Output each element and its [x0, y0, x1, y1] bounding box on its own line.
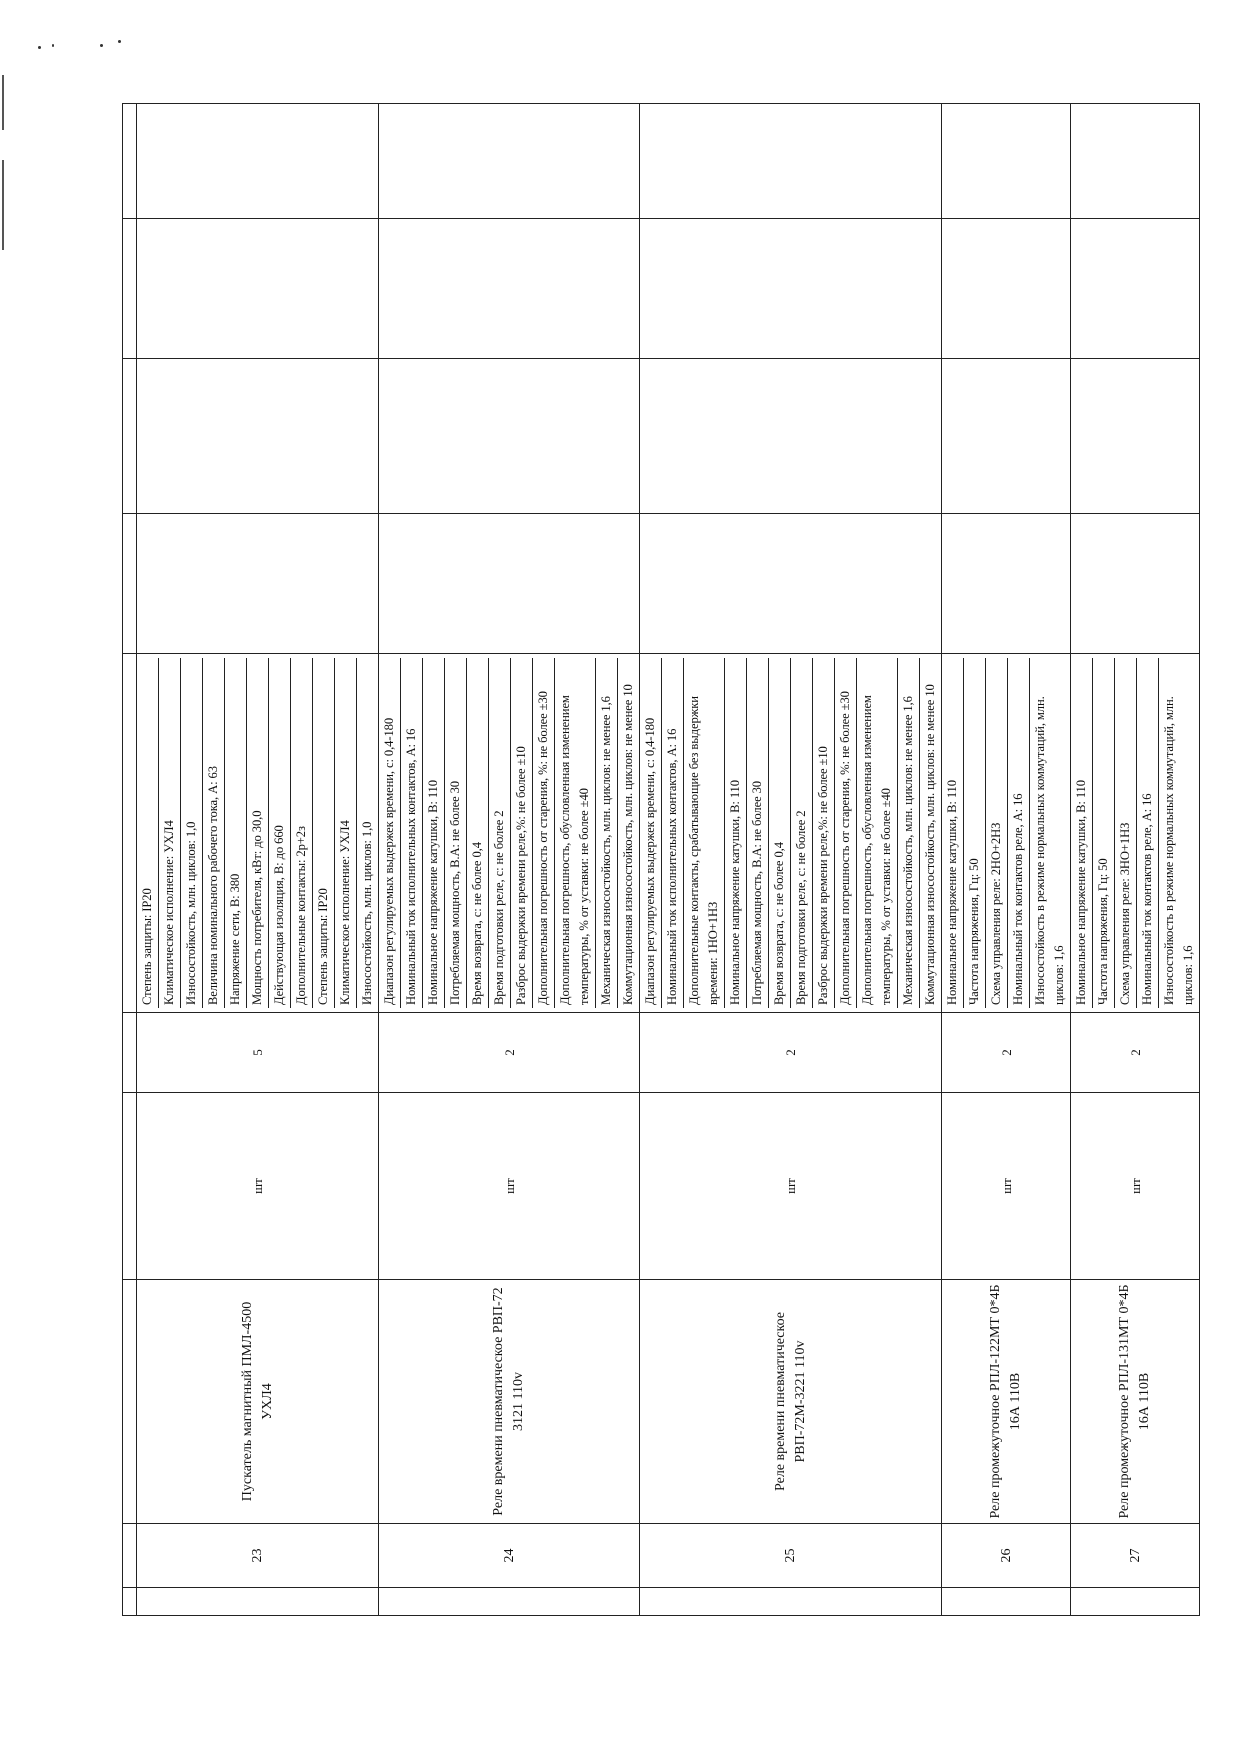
spec-line: Климатическое исполнение: УХЛ4: [335, 658, 357, 1008]
table-row: [1071, 104, 1200, 1616]
spec-line: Величина номинального рабочего тока, А: 63: [203, 658, 225, 1008]
table-cell: [137, 514, 379, 654]
table-cell: [123, 514, 137, 654]
item-name: Пускатель магнитный ПМЛ-4500 УХЛ4: [137, 1280, 379, 1524]
spec-line: Коммутационная износостойкость, млн. циклов: не менее 10: [621, 684, 635, 1005]
table-cell: [640, 359, 942, 514]
table-cell: [137, 359, 379, 514]
table-cell: [1071, 1588, 1200, 1616]
table-row: [640, 104, 942, 1616]
table-cell: [1071, 514, 1200, 654]
spec-line: Номинальное напряжение катушки, В: 110: [942, 658, 964, 1008]
spec-line: Дополнительная погрешность от старения, %: не более ±30: [835, 658, 857, 1008]
spec-line: Климатическое исполнение: УХЛ4: [159, 658, 181, 1008]
table-cell: [942, 359, 1071, 514]
spec-line: Износостойкость в режиме нормальных коммутаций, млн. циклов: 1,6: [1033, 696, 1066, 1005]
item-quantity: 5: [137, 1013, 379, 1093]
spec-line: Износостойкость, млн. циклов: 1,0: [360, 821, 374, 1005]
table-cell: [1071, 359, 1200, 514]
table-cell: [379, 359, 640, 514]
spec-line: Диапазон регулируемых выдержек времени, с: 0,4-180: [379, 658, 401, 1008]
table-cell: [123, 1093, 137, 1280]
spec-line: Дополнительная погрешность от старения, %: не более ±30: [533, 658, 555, 1008]
item-name: Реле промежуточное РПЛ-122МТ 0*4Б 16А 110В: [942, 1280, 1071, 1524]
table-cell: [123, 1013, 137, 1093]
spec-line: Схема управления реле: 2НО+2НЗ: [986, 658, 1008, 1008]
table-cell: [640, 219, 942, 359]
item-specifications: [379, 654, 640, 1013]
table-row: [379, 104, 640, 1616]
table-cell: [1071, 219, 1200, 359]
spec-line: Схема управления реле: 3НО+1НЗ: [1115, 658, 1137, 1008]
table-row: [942, 104, 1071, 1616]
item-quantity: 2: [640, 1013, 942, 1093]
scan-speck: [52, 44, 54, 47]
item-unit: шт: [137, 1093, 379, 1280]
spec-line: Механическая износостойкость, млн. циклов: не менее 1,6: [596, 658, 618, 1008]
spec-line: Номинальное напряжение катушки, В: 110: [725, 658, 747, 1008]
table-cell: [123, 1280, 137, 1524]
spec-line: Частота напряжения, Гц: 50: [1093, 658, 1115, 1008]
table-cell: [379, 104, 640, 219]
table-cell: [123, 219, 137, 359]
row-number: 25: [640, 1524, 942, 1588]
row-number: 26: [942, 1524, 1071, 1588]
spec-line: Коммутационная износостойкость, млн. циклов: не менее 10: [923, 684, 937, 1005]
table-cell: [379, 219, 640, 359]
row-number: 27: [1071, 1524, 1200, 1588]
scan-speck: [118, 40, 121, 43]
scan-edge-line: [2, 75, 4, 130]
table-cell: [640, 104, 942, 219]
table-cell: [1071, 104, 1200, 219]
spec-table: [122, 103, 1200, 1616]
spec-line: Износостойкость в режиме нормальных коммутаций, млн. циклов: 1,6: [1162, 696, 1195, 1005]
table-cell: [942, 104, 1071, 219]
spec-line: Время возврата, с: не более 0,4: [769, 658, 791, 1008]
item-name: Реле времени пневматическое РВП-72М-3221 110v: [640, 1280, 942, 1524]
spec-line: Механическая износостойкость, млн. циклов: не менее 1,6: [898, 658, 920, 1008]
scan-speck: [38, 46, 41, 49]
item-name: Реле времени пневматическое РВП-72 3121 110v: [379, 1280, 640, 1524]
spec-line: Разброс выдержки времени реле,%: не более ±10: [511, 658, 533, 1008]
table-cell: [640, 514, 942, 654]
spec-line: Напряжение сети, В: 380: [225, 658, 247, 1008]
item-specifications: [640, 654, 942, 1013]
spec-line: Номинальное напряжение катушки, В: 110: [1071, 658, 1093, 1008]
row-number: 23: [137, 1524, 379, 1588]
table-header-row: [123, 104, 137, 1616]
item-unit: шт: [1071, 1093, 1200, 1280]
spec-line: Время подготовки реле, с: не более 2: [791, 658, 813, 1008]
table-cell: [123, 654, 137, 1013]
spec-line: Действующая изоляция, В: до 660: [269, 658, 291, 1008]
spec-line: Мощность потребителя, кВт: до 30,0: [247, 658, 269, 1008]
spec-line: Дополнительная погрешность, обусловленная изменением температуры, % от уставки: не более ±40: [857, 658, 898, 1008]
spec-line: Номинальный ток исполнительных контактов, А: 16: [662, 658, 684, 1008]
spec-line: Время подготовки реле, с: не более 2: [489, 658, 511, 1008]
table-cell: [123, 1524, 137, 1588]
item-unit: шт: [640, 1093, 942, 1280]
spec-line: Номинальное напряжение катушки, В: 110: [423, 658, 445, 1008]
table-cell: [640, 1588, 942, 1616]
spec-line: Номинальный ток контактов реле, А: 16: [1008, 658, 1030, 1008]
spec-line: Диапазон регулируемых выдержек времени, с: 0,4-180: [640, 658, 662, 1008]
spec-line: Дополнительная погрешность, обусловленная изменением температуры, % от уставки: не более ±40: [555, 658, 596, 1008]
row-number: 24: [379, 1524, 640, 1588]
item-specifications: [942, 654, 1071, 1013]
item-quantity: 2: [942, 1013, 1071, 1093]
table-cell: [379, 1588, 640, 1616]
spec-line: Степень защиты: IP20: [137, 658, 159, 1008]
rotated-sheet: [122, 104, 1195, 1616]
spec-line: Время возврата, с: не более 0,4: [467, 658, 489, 1008]
table-cell: [123, 104, 137, 219]
table-cell: [942, 514, 1071, 654]
table-cell: [137, 1588, 379, 1616]
spec-line: Номинальный ток контактов реле, А: 16: [1137, 658, 1159, 1008]
table-cell: [379, 514, 640, 654]
scan-edge-line: [2, 160, 4, 250]
table-cell: [942, 1588, 1071, 1616]
scan-speck: [100, 44, 103, 47]
item-name: Реле промежуточное РПЛ-131МТ 0*4Б 16А 110В: [1071, 1280, 1200, 1524]
spec-line: Дополнительные контакты, срабатывающие без выдержки времени: 1НО+1НЗ: [684, 658, 725, 1008]
table-cell: [123, 1588, 137, 1616]
item-quantity: 2: [1071, 1013, 1200, 1093]
spec-line: Номинальный ток исполнительных контактов, А: 16: [401, 658, 423, 1008]
table-row: [137, 104, 379, 1616]
table-cell: [137, 104, 379, 219]
item-specifications: [1071, 654, 1200, 1013]
spec-line: Частота напряжения, Гц: 50: [964, 658, 986, 1008]
item-unit: шт: [379, 1093, 640, 1280]
table-cell: [942, 219, 1071, 359]
item-specifications: [137, 654, 379, 1013]
item-quantity: 2: [379, 1013, 640, 1093]
spec-line: Износостойкость, млн. циклов: 1,0: [181, 658, 203, 1008]
table-cell: [123, 359, 137, 514]
table-cell: [137, 219, 379, 359]
spec-line: Потребляемая мощность, В.А: не более 30: [747, 658, 769, 1008]
spec-line: Потребляемая мощность, В.А: не более 30: [445, 658, 467, 1008]
spec-line: Разброс выдержки времени реле,%: не более ±10: [813, 658, 835, 1008]
spec-line: Дополнительные контакты: 2р+2з: [291, 658, 313, 1008]
item-unit: шт: [942, 1093, 1071, 1280]
spec-line: Степень защиты: IP20: [313, 658, 335, 1008]
